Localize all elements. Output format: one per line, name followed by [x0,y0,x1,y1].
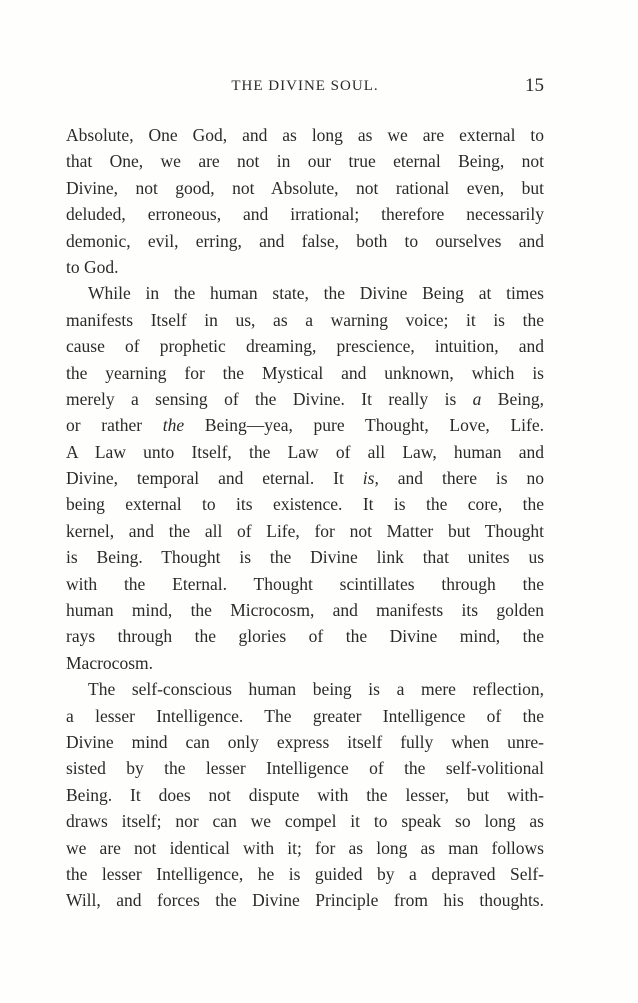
text-run: Being, [481,388,544,409]
text-line: demonic, evil, erring, and false, both to ourselves and [66,230,544,251]
text-line: While in the human state, the Divine Being at times [88,283,544,304]
text-line: we are not identical with it; for as long as man follows [66,837,544,858]
paragraph [66,676,544,914]
text-line: manifests Itself in us, as a warning voice; it is the [66,309,544,330]
text-line: Absolute, One God, and as long as we are external to [66,125,544,145]
text-line: Macrocosm. [66,652,153,673]
text-line [66,386,544,412]
text-line: human mind, the Microcosm, and manifests its golden [66,600,544,621]
text-line: the lesser Intelligence, he is guided by a depraved Self- [66,863,544,884]
page-number: 15 [525,75,544,96]
text-line: the yearning for the Mystical and unknown, which is [66,362,544,383]
text-line [66,412,544,438]
paragraph [66,280,544,676]
text-line: that One, we are not in our true eternal Being, not [66,151,544,172]
text-line: draws itself; nor can we compel it to speak so long as [66,811,544,832]
text-run: merely a sensing of the Divine. It really is [66,388,473,409]
text-run: and there is no [378,468,544,489]
text-line: rays through the glories of the Divine mind, the [66,626,544,647]
text-line: to God. [66,256,119,277]
text-line: with the Eternal. Thought scintillates through the [66,573,544,594]
text-line: A Law unto Itself, the Law of all Law, human and [66,441,544,462]
text-line: Being. It does not dispute with the lesser, but with- [66,784,544,805]
text-run: Divine, temporal and eternal. It [66,468,363,489]
running-head [66,75,544,100]
text-run: or rather [66,415,163,436]
body-text [66,122,544,914]
text-line: kernel, and the all of Life, for not Matter but Thought [66,520,544,541]
text-line: Divine, not good, not Absolute, not rational even, but [66,177,544,198]
text-line [66,465,544,491]
text-run: Being—yea, pure Thought, Love, Life. [184,415,544,436]
text-line: cause of prophetic dreaming, prescience, intuition, and [66,336,544,357]
text-line: a lesser Intelligence. The greater Intelligence of the [66,705,544,726]
italic-word: a [472,388,482,409]
text-line: deluded, erroneous, and irrational; therefore necessarily [66,204,544,225]
paragraph [66,122,544,280]
text-line: The self-conscious human being is a mere reflection, [88,679,544,700]
text-line: Will, and forces the Divine Principle from his thoughts. [66,890,544,911]
italic-word: the [162,415,185,436]
text-line: sisted by the lesser Intelligence of the self-volitional [66,758,544,779]
text-line: Divine mind can only express itself fully when unre- [66,731,544,752]
italic-word: is, [362,468,379,489]
running-title: THE DIVINE SOUL. [231,78,379,94]
text-line: is Being. Thought is the Divine link that unites us [66,547,544,568]
text-line: being external to its existence. It is the core, the [66,494,544,515]
